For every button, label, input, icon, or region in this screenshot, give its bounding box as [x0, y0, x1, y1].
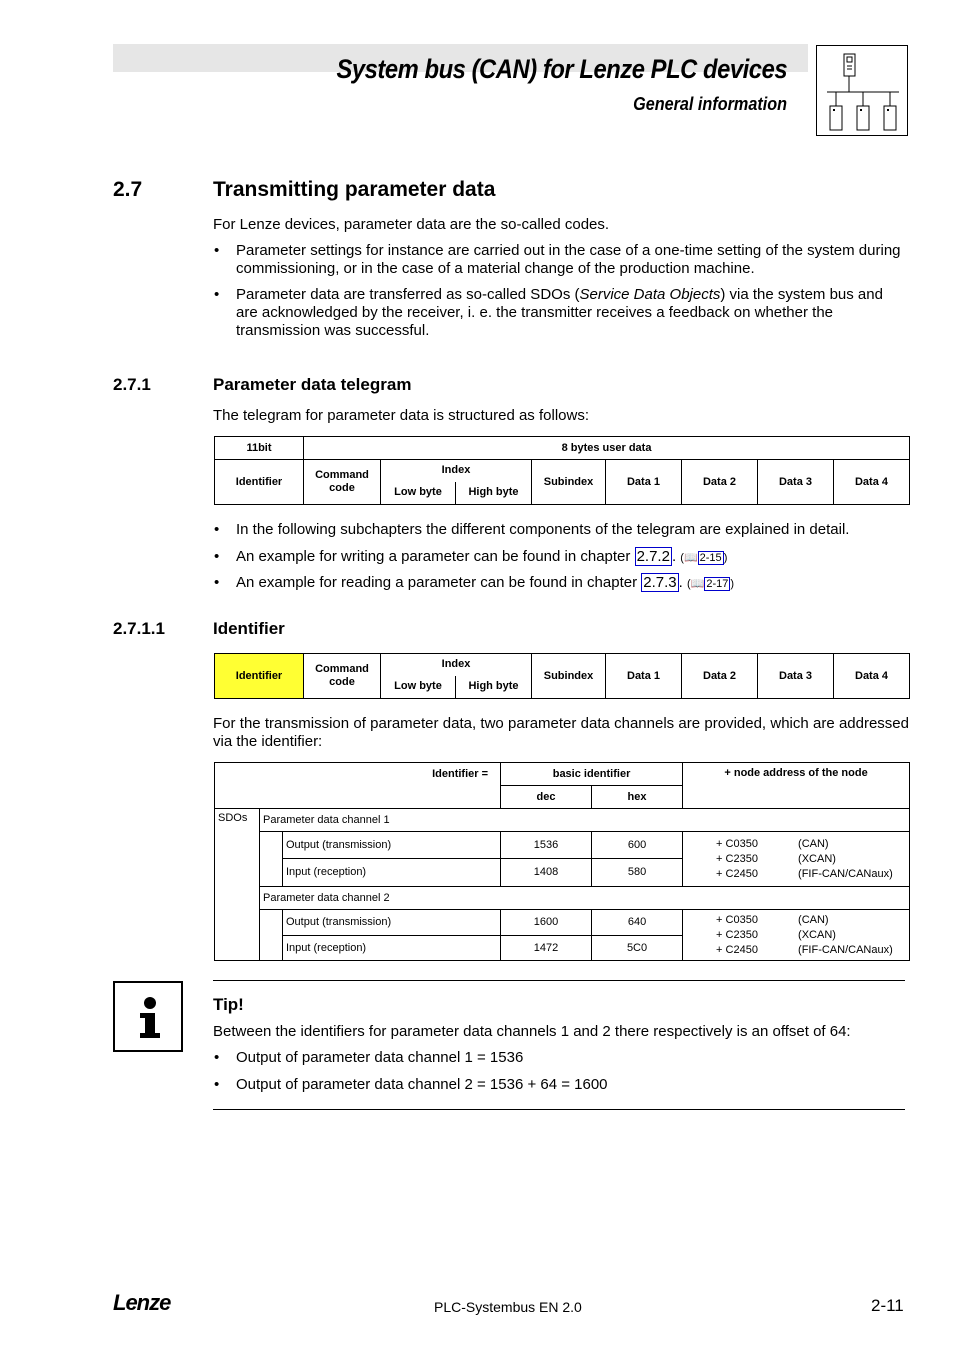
info-icon: [113, 981, 183, 1052]
telegram-table: [214, 436, 910, 505]
list-item: • Output of parameter data channel 2 = 1536 + 64 = 1600: [214, 1076, 608, 1093]
ch2-input-label: Input (reception): [283, 936, 501, 961]
bullet-text-em: Service Data Objects: [579, 286, 721, 303]
ch2-input-hex: 5C0: [592, 936, 683, 961]
page-subtitle: General information: [633, 94, 787, 114]
section-intro: For Lenze devices, parameter data are the so-called codes.: [213, 216, 610, 233]
identifier-cell: Identifier: [215, 460, 304, 505]
subindex-cell: Subindex: [532, 460, 606, 505]
code: + C0350: [716, 837, 758, 850]
tip-bottom-rule: [213, 1109, 905, 1110]
tip-top-rule: [213, 980, 905, 981]
high-byte-cell: High byte: [456, 676, 532, 699]
list-item: • An example for reading a parameter can be found in chapter 2.7.3 . (📖 2-17 ): [214, 574, 735, 591]
data1-cell: Data 1: [606, 654, 682, 699]
bullet-text: An example for writing a parameter can be found in chapter: [236, 548, 631, 565]
data2-cell: Data 2: [682, 460, 758, 505]
tip-title: Tip!: [213, 995, 244, 1014]
low-byte-cell: Low byte: [381, 676, 456, 699]
ch2-node-codes: [683, 910, 910, 961]
ch1-input-label: Input (reception): [283, 859, 501, 887]
indent-cell: [260, 910, 283, 961]
footer-doc-id: PLC-Systembus EN 2.0: [434, 1299, 582, 1315]
bus: (CAN): [798, 837, 829, 850]
data4-cell: Data 4: [834, 460, 910, 505]
bus: (FIF-CAN/CANaux): [798, 943, 893, 956]
identifier-table: [214, 762, 910, 961]
hex-header: hex: [592, 786, 683, 809]
identifier-cell-highlighted: Identifier: [215, 654, 304, 699]
section-title: Transmitting parameter data: [213, 178, 496, 201]
page-number: 2-11: [871, 1296, 904, 1315]
data1-cell: Data 1: [606, 460, 682, 505]
channel1-cell: Parameter data channel 1: [260, 809, 910, 832]
page-ref-write: (📖 2-15 ): [680, 552, 728, 564]
data2-cell: Data 2: [682, 654, 758, 699]
subsection-intro: The telegram for parameter data is structured as follows:: [213, 407, 589, 424]
bus: (CAN): [798, 913, 829, 926]
subsubsection-number: 2.7.1.1: [113, 619, 165, 638]
ch1-input-hex: 580: [592, 859, 683, 887]
list-item: • Parameter settings for instance are carried out in the case of a one-time setting of the system during commissioning, or in the case of a material change of the production machine.: [214, 242, 901, 277]
ch1-output-label: Output (transmission): [283, 832, 501, 859]
ch1-output-hex: 600: [592, 832, 683, 859]
command-code-cell: Command code: [304, 460, 381, 505]
high-byte-cell: High byte: [456, 482, 532, 505]
bullet-text: Output of parameter data channel 2 = 1536 + 64 = 1600: [236, 1076, 608, 1093]
sdos-cell: SDOs: [215, 809, 260, 961]
ch2-input-dec: 1472: [501, 936, 592, 961]
subsubsection-title: Identifier: [213, 619, 285, 638]
section-number: 2.7: [113, 178, 143, 201]
code: + C2450: [716, 943, 758, 956]
list-item: • In the following subchapters the different components of the telegram are explained in detail.: [214, 521, 850, 538]
ch2-output-dec: 1600: [501, 910, 592, 936]
bits-cell: 11bit: [215, 437, 304, 460]
book-icon: 📖: [683, 552, 698, 564]
bullet-text-pre: Parameter data are transferred as so-called SDOs (: [236, 286, 580, 303]
ch2-output-label: Output (transmission): [283, 910, 501, 936]
subsection-number: 2.7.1: [113, 375, 151, 394]
ch1-node-codes: [683, 832, 910, 887]
telegram-table-identifier: [214, 653, 910, 699]
dec-header: dec: [501, 786, 592, 809]
channel2-cell: Parameter data channel 2: [260, 887, 910, 910]
bus: (XCAN): [798, 852, 836, 865]
can-bus-network-icon: [816, 45, 908, 136]
node-address-cell: + node address of the node: [683, 763, 910, 809]
page-title: System bus (CAN) for Lenze PLC devices: [336, 54, 787, 84]
list-item: • An example for writing a parameter can be found in chapter 2.7.2 . (📖 2-15 ): [214, 548, 728, 565]
list-item: • Output of parameter data channel 1 = 1536: [214, 1049, 524, 1066]
empty-header-cell: [215, 786, 501, 809]
ch2-output-hex: 640: [592, 910, 683, 936]
tip-text: Between the identifiers for parameter data channels 1 and 2 there respectively is an offset of 64:: [213, 1023, 851, 1040]
data3-cell: Data 3: [758, 654, 834, 699]
low-byte-cell: Low byte: [381, 482, 456, 505]
book-icon: 📖: [690, 578, 705, 590]
page-link-read[interactable]: 2-17: [706, 578, 729, 590]
user-data-cell: 8 bytes user data: [304, 437, 910, 460]
data4-cell: Data 4: [834, 654, 910, 699]
basic-identifier-cell: basic identifier: [501, 763, 683, 786]
bullet-text: In the following subchapters the different components of the telegram are explained in detail.: [236, 521, 850, 538]
bullet-text: Output of parameter data channel 1 = 1536: [236, 1049, 524, 1066]
code: + C2350: [716, 852, 758, 865]
code: + C2350: [716, 928, 758, 941]
subsection-title: Parameter data telegram: [213, 375, 412, 394]
subindex-cell: Subindex: [532, 654, 606, 699]
chapter-link-read[interactable]: 2.7.3: [643, 574, 677, 591]
code: + C2450: [716, 867, 758, 880]
data3-cell: Data 3: [758, 460, 834, 505]
chapter-link-write[interactable]: 2.7.2: [636, 548, 670, 565]
list-item: • Parameter data are transferred as so-called SDOs (Service Data Objects) via the system bus and are acknowledged by the receiver, i. e. the transmitter receives a feedback on whether the transmission was successful.: [214, 286, 883, 339]
page-link-write[interactable]: 2-15: [699, 552, 722, 564]
indent-cell: [260, 832, 283, 887]
bullet-text-post: ) via the system bus and are acknowledged by the receiver, i. e. the transmitter receives a feedback on whether the transmission was successful.: [236, 286, 883, 339]
identifier-eq-cell: Identifier =: [215, 763, 501, 786]
index-cell: Index: [381, 460, 532, 482]
page-ref-read: (📖 2-17 ): [686, 578, 735, 590]
ch1-input-dec: 1408: [501, 859, 592, 887]
bullet-text: An example for reading a parameter can be found in chapter: [236, 574, 638, 591]
ch1-output-dec: 1536: [501, 832, 592, 859]
code: + C0350: [716, 913, 758, 926]
bus: (XCAN): [798, 928, 836, 941]
bullet-text: Parameter settings for instance are carried out in the case of a one-time setting of the system during commissioning, or in the case of a material change of the production machine.: [236, 242, 901, 277]
lenze-logo: Lenze: [113, 1290, 171, 1315]
index-cell: Index: [381, 654, 532, 676]
command-code-cell: Command code: [304, 654, 381, 699]
identifier-text: For the transmission of parameter data, two parameter data channels are provided, which are addressed via the identifier:: [213, 715, 909, 750]
bus: (FIF-CAN/CANaux): [798, 867, 893, 880]
